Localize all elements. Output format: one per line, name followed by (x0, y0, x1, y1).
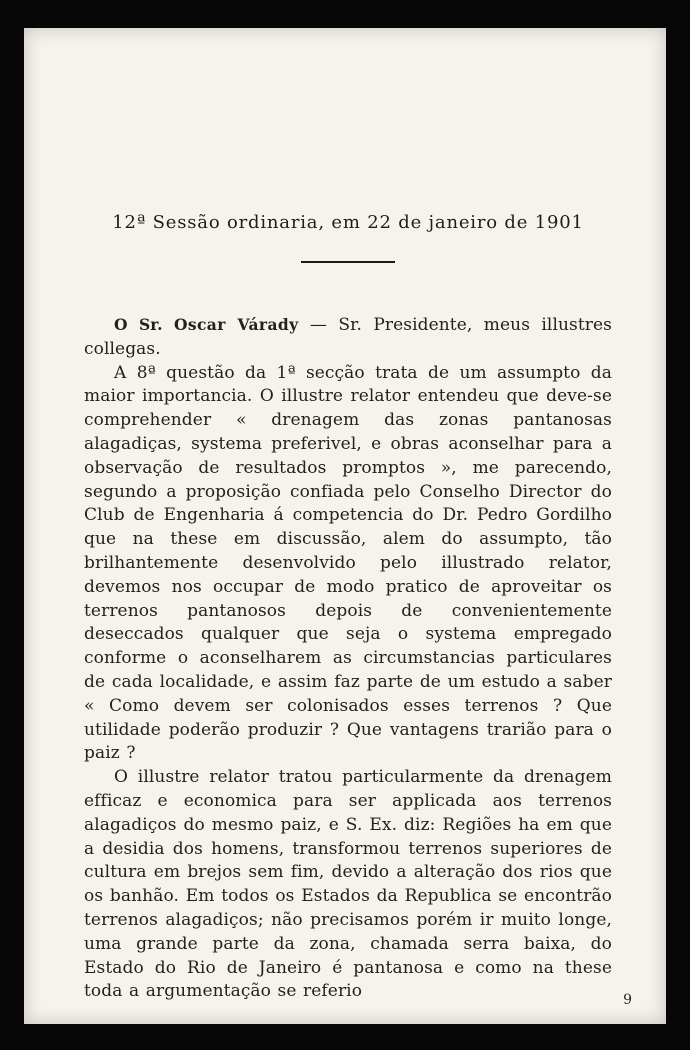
document-page (24, 28, 666, 1024)
paragraph: O illustre relator tratou particularmente da drenagem efficaz e economica para ser applicada aos terrenos alagadiços do mesmo paiz, e S. Ex. diz: Regiões ha em que a desidia dos homens, transformou terrenos superiores de cultura em brejos sem fim, devido a alteração dos rios que os banhão. Em todos os Estados da Republica se encontrão terrenos alagadiços; não precisamos porém ir muito longe, uma grande parte da zona, chamada serra baixa, do Estado do Rio de Janeiro é pantanosa e como na these toda a argumentação se referio (84, 767, 612, 1002)
speech-rest: — Sr. Presidente, meus illustres collegas. (84, 315, 612, 359)
body-text (84, 313, 612, 1004)
session-title: 12ª Sessão ordinaria, em 22 de janeiro de 1901 (112, 212, 584, 233)
paragraph-opening (84, 313, 612, 362)
speech-prefix: O Sr. (114, 315, 174, 334)
divider-rule (301, 261, 395, 263)
paragraph: A 8ª questão da 1ª secção trata de um assumpto da maior importancia. O illustre relator entendeu que deve-se comprehender « drenagem das zonas pantanosas alagadiças, systema preferivel, e obras aconselhar para a observação de resultados promptos », me parecendo, segundo a proposição confiada pelo Conselho Director do Club de Engenharia á competencia do Dr. Pedro Gordilho que na these em discussão, alem do assumpto, tão brilhantemente desenvolvido pelo illustrado relator, devemos nos occupar de modo pratico de aproveitar os terrenos pantanosos depois de convenientemente deseccados qualquer que seja o systema empregado conforme o aconselharem as circumstancias particulares de cada localidade, e assim faz parte de um estudo a saber « Como devem ser colonisados esses terrenos ? Que utilidade poderão produzir ? Que vantagens trarião para o paiz ? (84, 362, 612, 764)
page-number: 9 (623, 992, 632, 1008)
page-content (24, 212, 666, 1004)
speaker-name: Oscar Várady (173, 315, 299, 334)
